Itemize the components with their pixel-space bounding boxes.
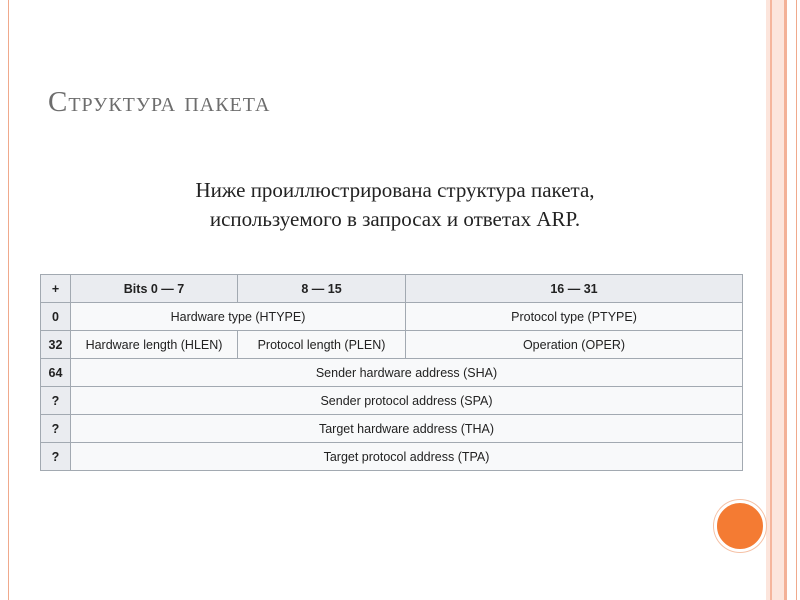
cell-htype: Hardware type (HTYPE) [71,303,406,331]
row-offset: ? [41,415,71,443]
table-row [41,331,743,359]
row-offset: 32 [41,331,71,359]
header-bits-16-31: 16 — 31 [406,275,743,303]
frame-band-right [766,0,786,600]
cell-ptype: Protocol type (PTYPE) [406,303,743,331]
intro-line-1: Ниже проиллюстрирована структура пакета, [195,178,595,202]
accent-circle-decoration [714,500,766,552]
cell-hlen: Hardware length (HLEN) [71,331,238,359]
table-row [41,303,743,331]
cell-oper: Operation (OPER) [406,331,743,359]
cell-tpa: Target protocol address (TPA) [71,443,743,471]
frame-line-right-edge [796,0,797,600]
intro-text [40,176,750,234]
cell-spa: Sender protocol address (SPA) [71,387,743,415]
row-offset: 0 [41,303,71,331]
row-offset: ? [41,387,71,415]
frame-line-right-inner [770,0,772,600]
cell-sha: Sender hardware address (SHA) [71,359,743,387]
cell-plen: Protocol length (PLEN) [238,331,406,359]
table-row [41,443,743,471]
cell-tha: Target hardware address (THA) [71,415,743,443]
table-header-row [41,275,743,303]
table-row [41,387,743,415]
header-bits-8-15: 8 — 15 [238,275,406,303]
arp-packet-table [40,274,743,471]
row-offset: 64 [41,359,71,387]
intro-line-2: используемого в запросах и ответах ARP. [209,207,581,231]
table-row [41,415,743,443]
table-row [41,359,743,387]
slide-title: Структура пакета [48,86,271,118]
header-bits-0-7: Bits 0 — 7 [71,275,238,303]
row-offset: ? [41,443,71,471]
frame-line-left [8,0,9,600]
header-offset: + [41,275,71,303]
frame-line-right-outer [784,0,787,600]
